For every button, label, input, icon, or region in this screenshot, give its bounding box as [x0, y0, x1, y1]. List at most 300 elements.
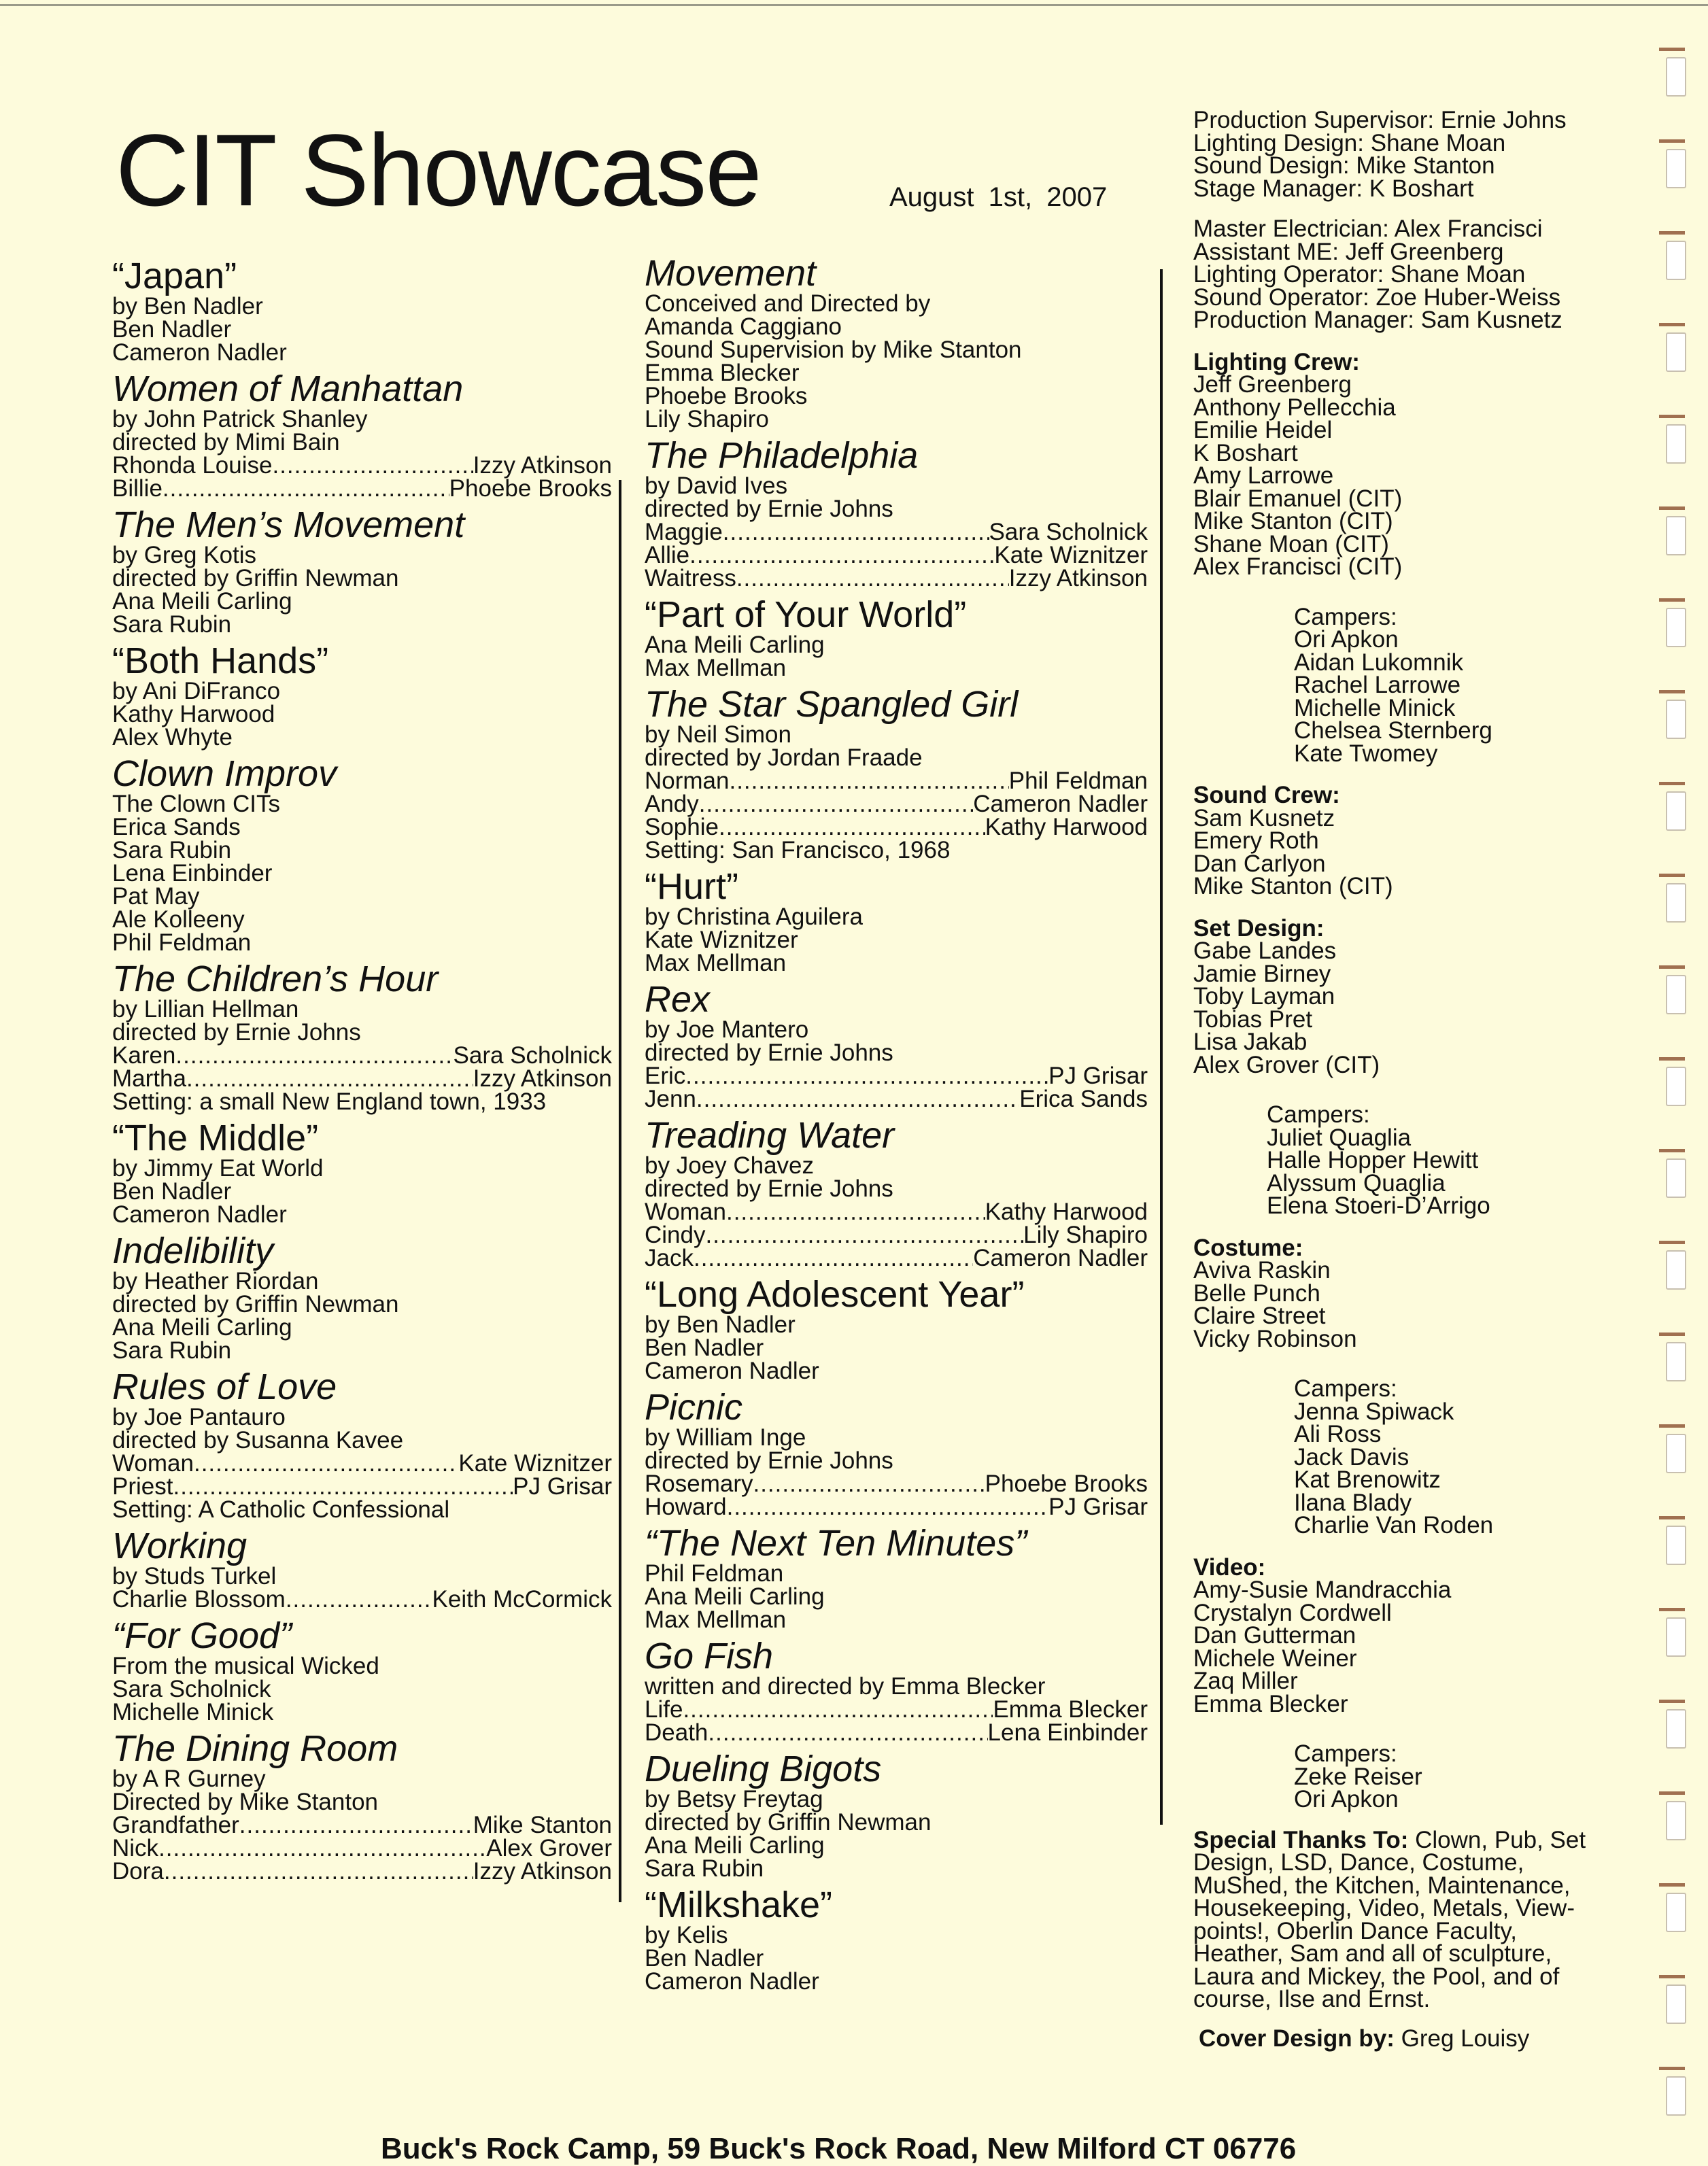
character-name: Andy: [645, 791, 699, 817]
cast-row: [645, 521, 1148, 544]
credit-line: directed by Ernie Johns: [645, 496, 893, 522]
credit-line: by Joe Pantauro: [112, 1404, 286, 1430]
credit-line: by Studs Turkel: [112, 1563, 277, 1589]
binder-hole: [1659, 1241, 1688, 1290]
credit-line: Ana Meili Carling: [112, 588, 292, 615]
character-name: Priest: [112, 1473, 173, 1500]
credit-line: Ben Nadler: [645, 1335, 764, 1361]
sound-crew-list: [1193, 804, 1601, 899]
dot-leader: [173, 1475, 513, 1498]
crew-member: Emery Roth: [1193, 827, 1319, 854]
play-title: Women of Manhattan: [112, 368, 464, 409]
play-entry: [645, 1388, 1148, 1519]
actor-name: Sara Scholnick: [989, 519, 1148, 545]
credit-line: Sara Rubin: [112, 1337, 232, 1364]
crew-member: Amy Larrowe: [1193, 462, 1334, 489]
binder-hole: [1659, 874, 1688, 923]
play-entry: [112, 257, 612, 364]
dot-leader: [683, 1698, 993, 1721]
play-title: Rules of Love: [112, 1366, 337, 1407]
character-name: Eric: [645, 1063, 686, 1089]
cast-row: [645, 1473, 1148, 1496]
credit-line: Sound Design: Mike Stanton: [1193, 152, 1495, 179]
set-design-heading: Set Design:: [1193, 914, 1325, 942]
actor-name: Keith McCormick: [432, 1586, 612, 1613]
set-crew-list: [1193, 940, 1601, 1076]
credit-line: Sara Rubin: [112, 837, 232, 863]
credit-line: Ana Meili Carling: [645, 1832, 825, 1859]
crew-member: Amy-Susie Mandracchia: [1193, 1577, 1452, 1603]
special-thanks: [1193, 1826, 1601, 2012]
crew-member: Jamie Birney: [1193, 960, 1331, 987]
actor-name: Kathy Harwood: [985, 1199, 1148, 1225]
crew-member: Alyssum Quaglia: [1267, 1169, 1446, 1197]
binder-hole: [1659, 1057, 1688, 1106]
credit-line: Phil Feldman: [645, 1560, 784, 1587]
credit-line: by A R Gurney: [112, 1766, 266, 1792]
credit-line: Production Supervisor: Ernie Johns: [1193, 107, 1567, 133]
character-name: Grandfather: [112, 1812, 239, 1838]
set-campers-list: [1267, 1124, 1601, 1219]
play-title: The Philadelphia: [645, 435, 919, 476]
actor-name: Alex Grover: [486, 1835, 612, 1861]
dot-leader: [175, 1044, 453, 1067]
binder-hole: [1659, 598, 1688, 647]
character-name: Charlie Blossom: [112, 1586, 286, 1613]
crew-member: Dan Gutterman: [1193, 1622, 1356, 1649]
crew-member: Zeke Reiser: [1294, 1763, 1422, 1790]
binder-hole: [1659, 1975, 1688, 2024]
sound-crew-heading: Sound Crew:: [1193, 782, 1340, 808]
cover-credit-heading: Cover Design by:: [1199, 2025, 1395, 2052]
credit-line: by Heather Riordan: [112, 1268, 319, 1294]
dot-leader: [194, 1452, 458, 1475]
play-entry: [645, 1886, 1148, 1993]
play-title: Working: [112, 1526, 247, 1566]
binder-hole: [1659, 231, 1688, 280]
lighting-crew-list: [1193, 373, 1601, 579]
dot-leader: [694, 1247, 973, 1270]
binder-hole: [1659, 139, 1688, 188]
dot-leader: [719, 816, 985, 839]
production-credits: [1193, 109, 1601, 200]
actor-name: Cameron Nadler: [973, 1245, 1148, 1271]
character-name: Life: [645, 1696, 683, 1723]
footer-address: Buck's Rock Camp, 59 Buck's Rock Road, New Milford CT 06776: [381, 2132, 1297, 2165]
cover-credit: [1193, 2027, 1601, 2050]
costume-campers-list: [1294, 1400, 1601, 1537]
play-title: “Long Adolescent Year”: [645, 1274, 1025, 1315]
crew-member: Michele Weiner: [1193, 1645, 1357, 1672]
play-entry: [645, 1637, 1148, 1744]
cast-row: [645, 1698, 1148, 1721]
credit-line: Sara Scholnick: [112, 1676, 271, 1702]
actor-name: Phoebe Brooks: [449, 475, 612, 502]
credit-line: Lighting Design: Shane Moan: [1193, 129, 1506, 156]
play-title: Indelibility: [112, 1231, 274, 1271]
play-title: “Japan”: [112, 256, 237, 296]
credit-line: directed by Jordan Fraade: [645, 744, 923, 771]
actor-name: Izzy Atkinson: [473, 1858, 612, 1885]
credit-line: Cameron Nadler: [645, 1968, 819, 1995]
credit-line: Ben Nadler: [112, 1178, 232, 1205]
video-heading: Video:: [1193, 1553, 1266, 1581]
campers-label: Campers:: [1294, 603, 1397, 630]
crew-member: Alex Francisci (CIT): [1193, 553, 1403, 580]
actor-name: Lily Shapiro: [1023, 1222, 1148, 1248]
cast-row: [112, 477, 612, 500]
credit-line: by Lillian Hellman: [112, 996, 299, 1022]
credit-line: The Clown CITs: [112, 791, 281, 817]
special-thanks-text: Clown, Pub, Set Design, LSD, Dance, Costume, MuShed, the Kitchen, Maintenance, Housekeeping, Video, Metals, View-points!, Oberlin Dance Faculty, Heather, Sam and all of sculpture, Laura and Mickey, the Pool, and of course, Ilse and Ernst.: [1193, 1826, 1586, 2012]
play-title: Dueling Bigots: [645, 1749, 882, 1789]
binder-hole: [1659, 1883, 1688, 1932]
crew-member: Emma Blecker: [1193, 1690, 1348, 1717]
credit-line: Alex Whyte: [112, 724, 233, 751]
crew-member: Shane Moan (CIT): [1193, 530, 1389, 557]
credit-line: Ben Nadler: [112, 316, 232, 343]
credit-line: by Joe Mantero: [645, 1016, 809, 1043]
character-name: Karen: [112, 1042, 176, 1069]
cast-row: [645, 544, 1148, 567]
costume-crew-list: [1193, 1259, 1601, 1350]
credit-line: by Kelis: [645, 1922, 728, 1948]
crew-member: K Boshart: [1193, 439, 1298, 466]
crew-member: Halle Hopper Hewitt: [1267, 1147, 1479, 1173]
credit-line: by Ben Nadler: [112, 293, 263, 320]
program-column-left: [112, 253, 612, 1889]
credit-line: Ale Kolleeny: [112, 906, 245, 933]
credit-line: by William Inge: [645, 1424, 806, 1451]
cast-row: [112, 1044, 612, 1067]
play-title: “The Middle”: [112, 1118, 319, 1158]
character-name: Rosemary: [645, 1471, 753, 1497]
play-title: Treading Water: [645, 1115, 895, 1156]
dot-leader: [685, 1065, 1048, 1088]
crew-member: Emilie Heidel: [1193, 417, 1333, 443]
play-title: The Men’s Movement: [112, 504, 465, 545]
credit-line: Ana Meili Carling: [645, 632, 825, 658]
actor-name: PJ Grisar: [1048, 1494, 1148, 1520]
cast-row: [112, 1814, 612, 1837]
credit-line: directed by Ernie Johns: [645, 1175, 893, 1202]
crew-member: Kate Twomey: [1294, 740, 1438, 767]
binder-hole: [1659, 1608, 1688, 1657]
binder-hole: [1659, 1333, 1688, 1381]
dot-leader: [727, 1496, 1049, 1519]
character-name: Sophie: [645, 814, 719, 840]
dot-leader: [723, 521, 989, 544]
play-entry: [645, 1275, 1148, 1383]
binder-hole: [1659, 506, 1688, 555]
crew-member: Ori Apkon: [1294, 626, 1399, 653]
actor-name: Kathy Harwood: [985, 814, 1148, 840]
actor-name: Lena Einbinder: [987, 1719, 1148, 1746]
crew-member: Crystalyn Cordwell: [1193, 1599, 1392, 1626]
crew-member: Sam Kusnetz: [1193, 804, 1335, 831]
crew-member: Gabe Landes: [1193, 938, 1337, 964]
top-rule: [0, 4, 1708, 6]
credit-line: Ana Meili Carling: [645, 1583, 825, 1610]
play-title: Movement: [645, 253, 817, 294]
play-entry: [112, 506, 612, 636]
binder-hole: [1659, 323, 1688, 372]
play-title: The Dining Room: [112, 1728, 398, 1769]
credit-line: by Jimmy Eat World: [112, 1155, 324, 1182]
credit-line: Max Mellman: [645, 655, 787, 681]
play-title: Clown Improv: [112, 753, 337, 794]
actor-name: Sara Scholnick: [453, 1042, 612, 1069]
play-title: “Part of Your World”: [645, 594, 967, 635]
credit-line: Phoebe Brooks: [645, 383, 808, 409]
lighting-crew-heading: Lighting Crew:: [1193, 348, 1360, 375]
video-campers-list: [1294, 1763, 1601, 1812]
play-title: “Milkshake”: [645, 1885, 833, 1925]
credit-line: Directed by Mike Stanton: [112, 1789, 379, 1815]
crew-member: Jeff Greenberg: [1193, 371, 1352, 398]
actor-name: Phil Feldman: [1008, 768, 1148, 794]
credit-line: Cameron Nadler: [645, 1358, 819, 1384]
binder-hole: [1659, 1424, 1688, 1473]
credit-line: by Christina Aguilera: [645, 904, 863, 930]
cast-row: [645, 1201, 1148, 1224]
character-name: Allie: [645, 542, 690, 568]
setting-line: Setting: San Francisco, 1968: [645, 837, 951, 863]
play-title: Picnic: [645, 1387, 743, 1428]
campers-label: Campers:: [1267, 1101, 1370, 1128]
cast-row: [645, 1496, 1148, 1519]
crew-member: Ori Apkon: [1294, 1786, 1399, 1812]
cast-row: [645, 1065, 1148, 1088]
play-title: “Both Hands”: [112, 640, 329, 681]
play-entry: [112, 642, 612, 749]
cast-row: [645, 816, 1148, 839]
crew-member: Aviva Raskin: [1193, 1257, 1331, 1284]
dot-leader: [158, 1837, 486, 1860]
crew-member: Jenna Spiwack: [1294, 1398, 1454, 1425]
binder-hole: [1659, 1700, 1688, 1749]
credit-line: Sara Rubin: [645, 1855, 764, 1882]
credit-line: directed by Ernie Johns: [645, 1447, 893, 1474]
credit-line: Production Manager: Sam Kusnetz: [1193, 307, 1562, 333]
credit-line: Lena Einbinder: [112, 860, 273, 887]
credit-line: Cameron Nadler: [112, 339, 287, 366]
credit-line: by John Patrick Shanley: [112, 406, 368, 432]
actor-name: Izzy Atkinson: [473, 1065, 612, 1092]
character-name: Waitress: [645, 565, 736, 591]
play-entry: [112, 960, 612, 1114]
credit-line: directed by Griffin Newman: [645, 1809, 932, 1836]
crew-member: Elena Stoeri-D’Arrigo: [1267, 1192, 1490, 1219]
credit-line: Master Electrician: Alex Francisci: [1193, 216, 1543, 242]
crew-member: Vicky Robinson: [1193, 1325, 1357, 1352]
actor-name: PJ Grisar: [513, 1473, 612, 1500]
credit-line: Erica Sands: [112, 814, 241, 840]
play-entry: [112, 1368, 612, 1522]
dot-leader: [272, 454, 473, 477]
crew-member: Chelsea Sternberg: [1294, 717, 1492, 744]
cast-row: [645, 1224, 1148, 1247]
crew-member: Aidan Lukomnik: [1294, 649, 1464, 676]
credit-line: written and directed by Emma Blecker: [645, 1673, 1046, 1700]
character-name: Billie: [112, 475, 163, 502]
cast-row: [112, 454, 612, 477]
actor-name: Emma Blecker: [993, 1696, 1148, 1723]
credit-line: by Betsy Freytag: [645, 1786, 823, 1812]
credit-line: Sara Rubin: [112, 611, 232, 638]
character-name: Death: [645, 1719, 708, 1746]
costume-campers: [1193, 1377, 1601, 1537]
event-date: August 1st, 2007: [889, 182, 1108, 212]
character-name: Jenn: [645, 1086, 696, 1112]
binder-hole: [1659, 1791, 1688, 1840]
cast-row: [645, 1721, 1148, 1744]
credit-line: Ana Meili Carling: [112, 1314, 292, 1341]
actor-name: Izzy Atkinson: [473, 452, 612, 479]
credit-line: Sound Supervision by Mike Stanton: [645, 337, 1022, 363]
crew-member: Charlie Van Roden: [1294, 1512, 1494, 1538]
credit-line: directed by Susanna Kavee: [112, 1427, 404, 1454]
play-entry: [112, 755, 612, 955]
crew-member: Claire Street: [1193, 1303, 1326, 1329]
page-title: CIT Showcase: [116, 113, 761, 227]
character-name: Rhonda Louise: [112, 452, 273, 479]
credit-line: Kathy Harwood: [112, 701, 275, 727]
credit-line: directed by Griffin Newman: [112, 565, 399, 591]
program-column-middle: [645, 250, 1148, 1999]
credit-line: Amanda Caggiano: [645, 313, 842, 340]
crew-member: Mike Stanton (CIT): [1193, 873, 1393, 899]
special-thanks-heading: Special Thanks To:: [1193, 1826, 1409, 1853]
cast-row: [645, 567, 1148, 590]
play-entry: [112, 1527, 612, 1611]
cast-row: [112, 1588, 612, 1611]
actor-name: Kate Wiznitzer: [994, 542, 1148, 568]
actor-name: PJ Grisar: [1048, 1063, 1148, 1089]
play-entry: [645, 685, 1148, 862]
credit-line: Phil Feldman: [112, 929, 252, 956]
column-divider-right: [1160, 269, 1163, 1825]
actor-name: Izzy Atkinson: [1008, 565, 1148, 591]
actor-name: Cameron Nadler: [973, 791, 1148, 817]
dot-leader: [699, 793, 973, 816]
credit-line: Pat May: [112, 883, 200, 910]
character-name: Jack: [645, 1245, 694, 1271]
character-name: Maggie: [645, 519, 723, 545]
play-entry: [645, 596, 1148, 680]
video-campers: [1193, 1742, 1601, 1811]
crew-member: Anthony Pellecchia: [1193, 394, 1396, 421]
binder-hole: [1659, 415, 1688, 464]
character-name: Norman: [645, 768, 730, 794]
character-name: Martha: [112, 1065, 186, 1092]
credit-line: by Joey Chavez: [645, 1152, 815, 1179]
play-title: The Star Spangled Girl: [645, 684, 1019, 725]
cast-row: [112, 1860, 612, 1883]
binder-hole: [1659, 1149, 1688, 1198]
dot-leader: [705, 1224, 1023, 1247]
dot-leader: [696, 1088, 1019, 1111]
campers-label: Campers:: [1294, 1375, 1397, 1402]
credit-line: Emma Blecker: [645, 360, 800, 386]
crew-member: Michelle Minick: [1294, 694, 1456, 721]
crew-member: Jack Davis: [1294, 1443, 1410, 1471]
play-entry: [645, 436, 1148, 590]
credit-line: by Neil Simon: [645, 721, 791, 748]
lighting-campers: [1193, 603, 1601, 767]
crew-member: Blair Emanuel (CIT): [1193, 485, 1403, 512]
crew-member: Mike Stanton (CIT): [1193, 508, 1393, 534]
dot-leader: [729, 770, 1008, 793]
credit-line: by Ani DiFranco: [112, 678, 281, 704]
credit-line: Ben Nadler: [645, 1945, 764, 1972]
credit-line: Sound Operator: Zoe Huber-Weiss: [1193, 283, 1561, 311]
play-entry: [112, 1617, 612, 1724]
cast-row: [112, 1452, 612, 1475]
play-title: “For Good”: [112, 1615, 292, 1656]
crew-member: Dan Carlyon: [1193, 850, 1326, 877]
dot-leader: [726, 1201, 985, 1224]
credit-line: directed by Ernie Johns: [112, 1019, 361, 1046]
play-title: “Hurt”: [645, 866, 738, 907]
credit-line: directed by Mimi Bain: [112, 429, 340, 455]
cast-row: [645, 770, 1148, 793]
cast-row: [112, 1837, 612, 1860]
character-name: Woman: [645, 1199, 726, 1225]
campers-label: Campers:: [1294, 1740, 1397, 1767]
credit-line: Michelle Minick: [112, 1699, 274, 1725]
dot-leader: [163, 477, 449, 500]
cover-credit-name: Greg Louisy: [1401, 2025, 1530, 2052]
crew-member: Juliet Quaglia: [1267, 1124, 1412, 1151]
binder-hole: [1659, 782, 1688, 831]
crew-member: Kat Brenowitz: [1294, 1466, 1441, 1493]
play-entry: [112, 1119, 612, 1226]
lighting-campers-list: [1294, 628, 1601, 765]
credit-line: Lily Shapiro: [645, 406, 769, 432]
dot-leader: [753, 1473, 985, 1496]
character-name: Dora: [112, 1858, 164, 1885]
actor-name: Erica Sands: [1019, 1086, 1148, 1112]
play-title: Go Fish: [645, 1636, 774, 1677]
binder-hole: [1659, 965, 1688, 1014]
crew-member: Tobias Pret: [1193, 1005, 1313, 1033]
video-crew-list: [1193, 1579, 1601, 1715]
dot-leader: [736, 567, 1009, 590]
play-entry: [112, 1730, 612, 1883]
cast-row: [645, 1247, 1148, 1270]
play-title: Rex: [645, 979, 711, 1020]
dot-leader: [689, 544, 994, 567]
play-entry: [645, 1750, 1148, 1880]
credit-line: Max Mellman: [645, 950, 787, 976]
column-divider-left: [619, 480, 621, 1902]
crew-member: Rachel Larrowe: [1294, 672, 1461, 698]
credit-line: Cameron Nadler: [112, 1201, 287, 1228]
crew-member: Belle Punch: [1193, 1279, 1320, 1307]
play-entry: [645, 1524, 1148, 1632]
play-entry: [645, 254, 1148, 431]
cast-row: [645, 793, 1148, 816]
credit-line: Max Mellman: [645, 1606, 787, 1633]
play-entry: [645, 980, 1148, 1111]
dot-leader: [286, 1588, 432, 1611]
character-name: Woman: [112, 1450, 194, 1477]
crew-member: Ilana Blady: [1294, 1489, 1412, 1516]
crew-member: Zaq Miller: [1193, 1668, 1298, 1694]
credit-line: Kate Wiznitzer: [645, 927, 798, 953]
costume-heading: Costume:: [1193, 1234, 1303, 1261]
